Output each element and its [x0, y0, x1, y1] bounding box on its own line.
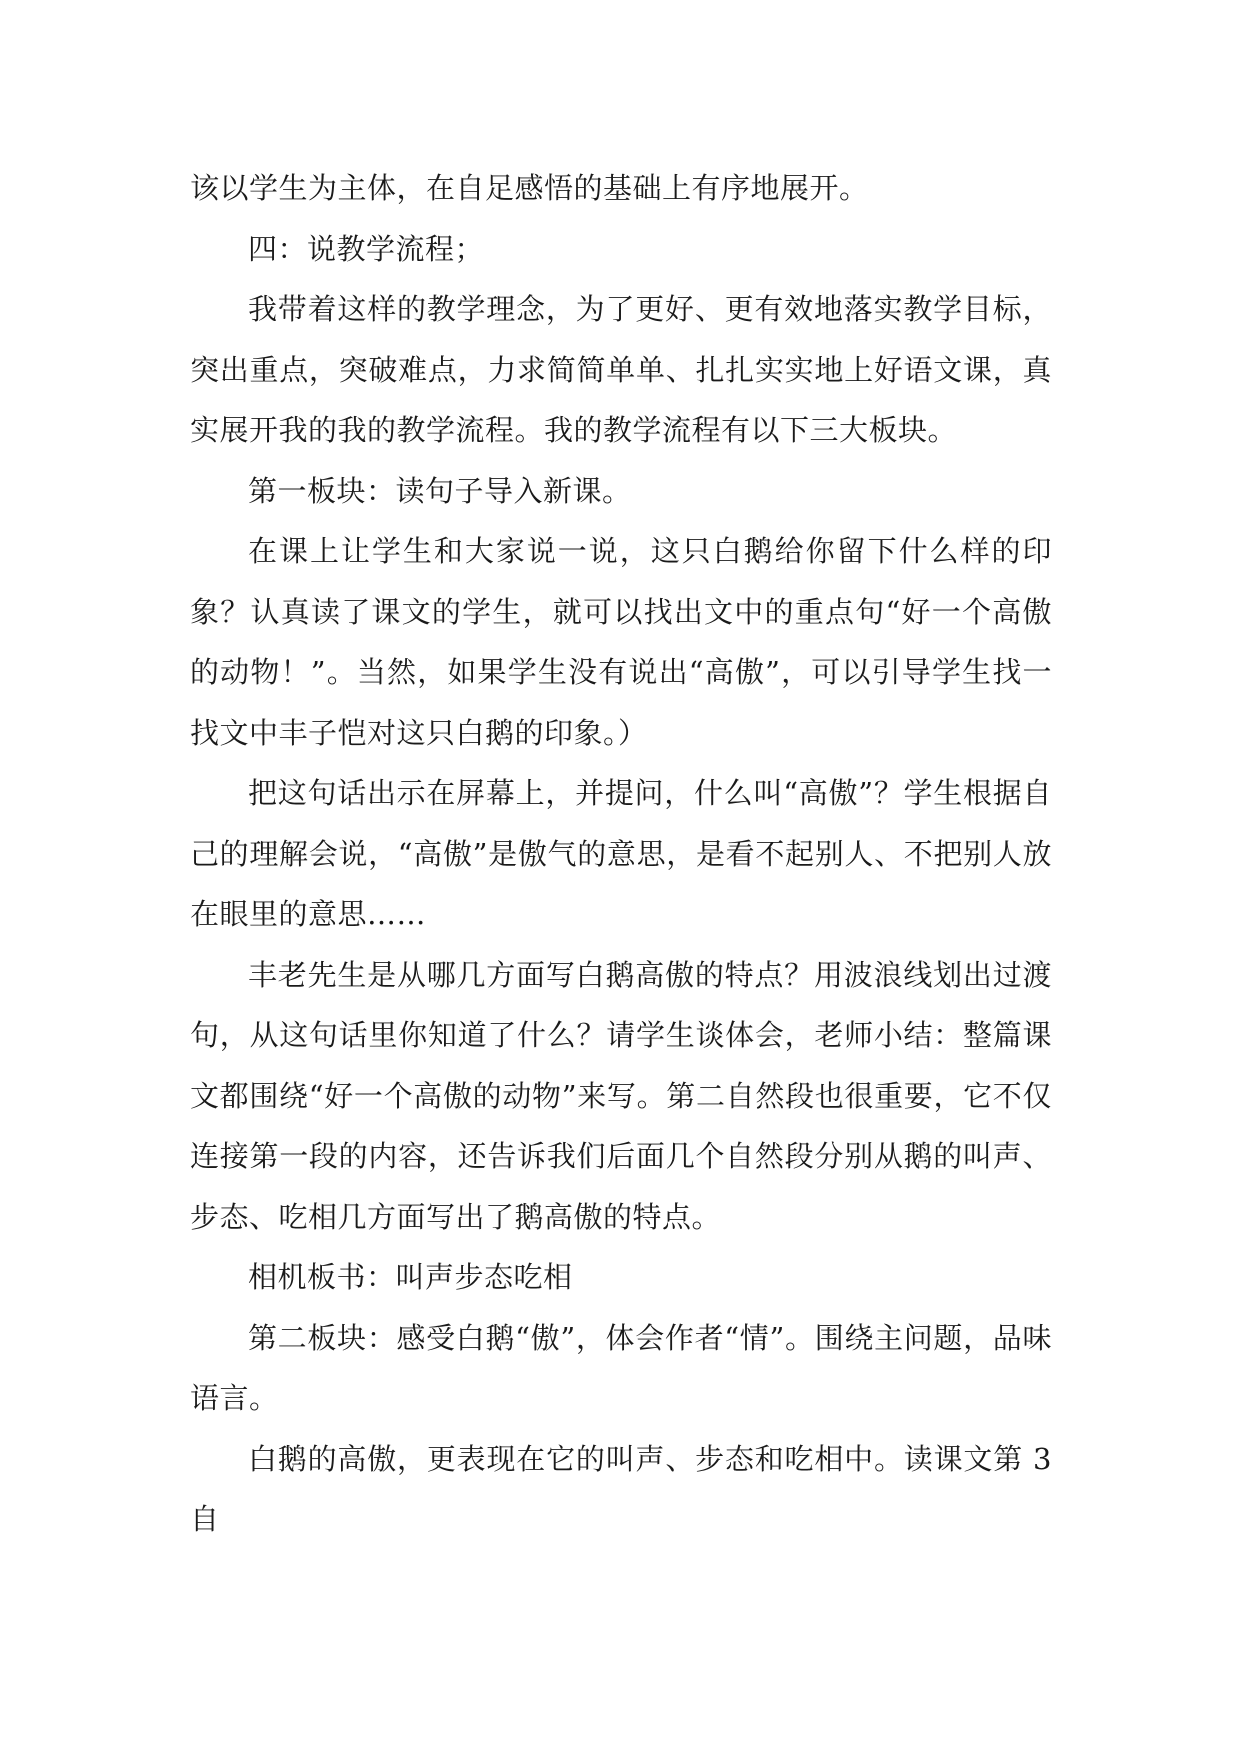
paragraph-2: 四：说教学流程； — [248, 231, 485, 266]
paragraph-6: 把这句话出示在屏幕上，并提问，什么叫“高傲”？学生根据自己的理解会说，“高傲”是傲气的意思，是看不起别人、不把别人放在眼里的意思…… — [190, 776, 1052, 931]
paragraph-3: 我带着这样的教学理念，为了更好、更有效地落实教学目标，突出重点，突破难点，力求简简单单、扎扎实实地上好语文课，真实展开我的我的教学流程。我的教学流程有以下三大板块。 — [190, 292, 1052, 447]
paragraph-5: 在课上让学生和大家说一说，这只白鹅给你留下什么样的印象？认真读了课文的学生，就可以找出文中的重点句“好一个高傲的动物！”。当然，如果学生没有说出“高傲”，可以引导学生找一找文中丰子恺对这只白鹅的印象。） — [190, 534, 1052, 750]
paragraph-8: 相机板书：叫声步态吃相 — [248, 1260, 573, 1294]
paragraph-4: 第一板块：读句子导入新课。 — [248, 473, 632, 508]
paragraph-9: 第二板块：感受白鹅“傲”，体会作者“情”。围绕主问题，品味语言。 — [190, 1320, 1052, 1415]
paragraph-1: 该以学生为主体，在自足感悟的基础上有序地展开。 — [190, 171, 869, 205]
document-page — [190, 158, 1052, 1550]
paragraph-7: 丰老先生是从哪几方面写白鹅高傲的特点？用波浪线划出过渡句，从这句话里你知道了什么？请学生谈体会，老师小结：整篇课文都围绕“好一个高傲的动物”来写。第二自然段也很重要，它不仅连接第一段的内容，还告诉我们后面几个自然段分别从鹅的叫声、步态、吃相几方面写出了鹅高傲的特点。 — [190, 957, 1052, 1234]
paragraph-10: 白鹅的高傲，更表现在它的叫声、步态和吃相中。读课文第 3 自 — [190, 1441, 1052, 1536]
